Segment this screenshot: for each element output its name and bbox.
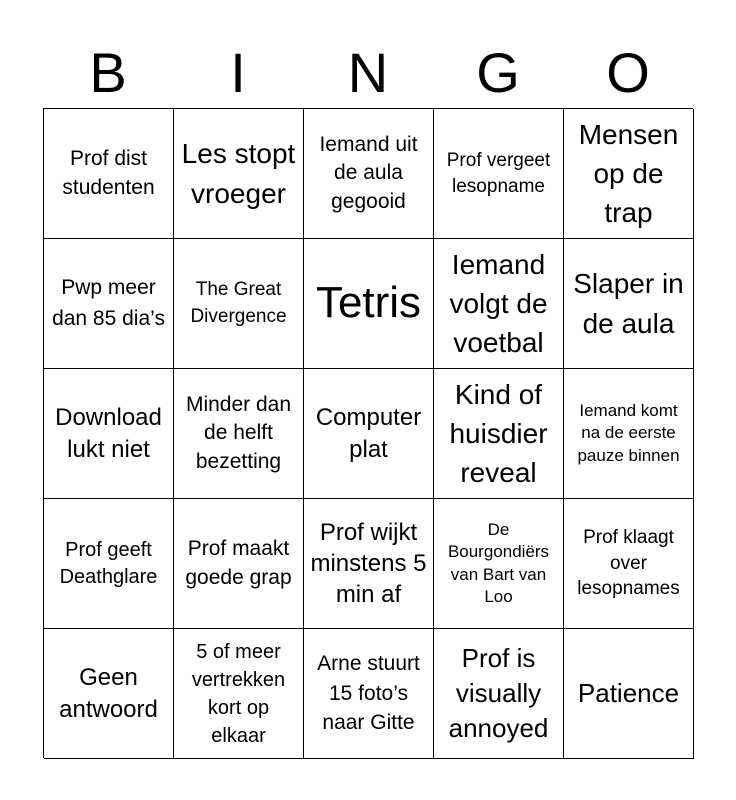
bingo-cell[interactable] <box>304 629 434 759</box>
cell-text: Pwp meer dan 85 dia’s <box>52 276 165 330</box>
cell-text: Prof maakt goede grap <box>185 537 292 589</box>
bingo-cell free-cell[interactable] <box>304 239 434 369</box>
cell-text: Iemand komt na de eerste pauze binnen <box>577 401 680 465</box>
cell-text: Tetris <box>315 278 422 328</box>
bingo-grid <box>43 108 693 758</box>
bingo-cell[interactable] <box>174 369 304 499</box>
cell-text: Geen antwoord <box>59 664 158 723</box>
bingo-cell[interactable] <box>434 629 564 759</box>
cell-text: Prof klaagt over lesopnames <box>577 527 680 600</box>
bingo-cell[interactable] <box>564 109 694 239</box>
bingo-cell[interactable] <box>44 629 174 759</box>
header-letter-g: G <box>476 41 520 104</box>
cell-text: 5 of meer vertrekken kort op elkaar <box>191 640 286 747</box>
cell-text: Patience <box>577 677 680 708</box>
cell-text: Kind of huisdier reveal <box>449 378 548 489</box>
cell-text: The Great Divergence <box>190 278 287 327</box>
bingo-cell[interactable] <box>44 109 174 239</box>
cell-text: Download lukt niet <box>55 404 162 463</box>
cell-text: De Bourgondiërs van Bart van Loo <box>447 520 550 606</box>
header-letter-n: N <box>347 41 389 104</box>
bingo-cell[interactable] <box>304 369 434 499</box>
cell-text: Minder dan de helft bezetting <box>185 392 292 473</box>
cell-text: Arne stuurt 15 foto’s naar Gitte <box>317 652 420 735</box>
cell-text: Slaper in de aula <box>573 268 684 339</box>
header-letter-i: I <box>230 41 246 104</box>
bingo-cell[interactable] <box>564 239 694 369</box>
bingo-header <box>43 40 693 106</box>
cell-text: Prof geeft Deathglare <box>59 538 158 588</box>
cell-text: Mensen op de trap <box>578 118 679 229</box>
bingo-cell[interactable] <box>174 239 304 369</box>
cell-text: Prof vergeet lesopname <box>446 149 551 197</box>
bingo-cell[interactable] <box>174 109 304 239</box>
bingo-cell[interactable] <box>44 369 174 499</box>
bingo-cell[interactable] <box>304 499 434 629</box>
bingo-cell[interactable] <box>174 629 304 759</box>
cell-text: Computer plat <box>315 404 422 463</box>
bingo-cell[interactable] <box>564 369 694 499</box>
bingo-cell[interactable] <box>564 499 694 629</box>
bingo-cell[interactable] <box>174 499 304 629</box>
bingo-cell[interactable] <box>44 239 174 369</box>
header-letter-o: O <box>606 41 650 104</box>
cell-text: Iemand volgt de voetbal <box>449 248 548 359</box>
cell-text: Iemand uit de aula gegooid <box>319 132 418 213</box>
bingo-cell[interactable] <box>44 499 174 629</box>
bingo-cell[interactable] <box>434 109 564 239</box>
cell-text: Prof is visually annoyed <box>448 642 549 744</box>
bingo-cell[interactable] <box>304 109 434 239</box>
cell-text: Les stopt vroeger <box>181 138 296 209</box>
bingo-cell[interactable] <box>434 369 564 499</box>
cell-text: Prof dist studenten <box>62 147 155 199</box>
header-letter-b: B <box>89 41 127 104</box>
cell-text: Prof wijkt minstens 5 min af <box>310 518 427 609</box>
bingo-cell[interactable] <box>434 499 564 629</box>
bingo-cell[interactable] <box>434 239 564 369</box>
bingo-cell[interactable] <box>564 629 694 759</box>
